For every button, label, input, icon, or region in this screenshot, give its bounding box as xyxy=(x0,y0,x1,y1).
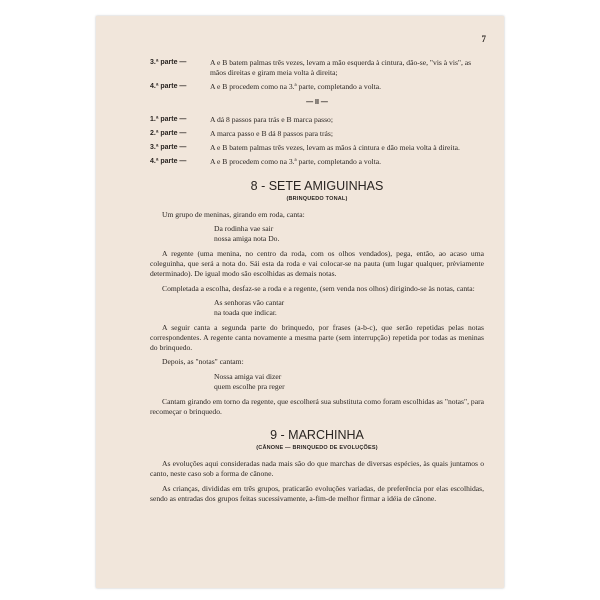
section9-paragraph: As crianças, divididas em três grupos, praticarão evoluções variadas, de preferência por elas escolhidas, sendo as entradas dos grupos feitas sucessivamente, a-fim-de melhor firmar a idéia de cânone. xyxy=(150,483,484,503)
step-label: 2.ª parte — xyxy=(150,130,187,138)
section8-title: 8 - SETE AMIGUINHAS xyxy=(250,178,384,193)
section8-paragraph: Depois, as "notas" cantam: xyxy=(162,357,244,367)
section9-subtitle: (CÂNONE — BRINQUEDO DE EVOLUÇÕES) xyxy=(256,445,378,452)
step-label: 4.ª parte — xyxy=(150,83,187,91)
step-item xyxy=(150,58,484,78)
section8-paragraph: Completada a escolha, desfaz-se a roda e a regente, (sem venda nos olhos) dirigindo-se às notas, canta: xyxy=(162,283,475,293)
step-label: 1.ª parte — xyxy=(150,115,187,123)
step-text: A marca passo e B dá 8 passos para trás; xyxy=(210,129,333,139)
step-text: A e B procedem como na 3.ª parte, completando a volta. xyxy=(210,82,381,92)
step-label: 3.ª parte — xyxy=(150,144,187,152)
step-text: A dá 8 passos para trás e B marca passo; xyxy=(210,114,333,124)
part1-steps xyxy=(150,58,484,93)
section9-title: 9 - MARCHINHA xyxy=(270,428,364,443)
verse-block xyxy=(214,372,484,392)
page-content xyxy=(150,58,484,508)
verse-line: As senhoras vão cantar xyxy=(214,297,285,307)
step-item xyxy=(150,157,484,167)
verse-line: na toada que indicar. xyxy=(214,307,277,317)
roman-heading: — II — xyxy=(306,98,328,106)
step-item xyxy=(150,82,484,92)
section8-paragraph: A regente (uma menina, no centro da roda, com os olhos vendados), pega, então, ao acaso uma coleguinha, que será a nota do. Sái esta da roda e vai colocar-se na pauta (um lugar qualquer, prèviamente determinado). De igual modo são escolhidas as demais notas. xyxy=(150,249,484,279)
section8-subtitle: (BRINQUEDO TONAL) xyxy=(286,195,348,202)
step-text: A e B procedem como na 3.ª parte, completando a volta. xyxy=(210,157,381,167)
verse-line: nossa amiga nota Do. xyxy=(214,234,280,244)
step-text: A e B batem palmas três vezes, levam a mão esquerda à cintura, dão-se, "vis à vis", as mãos direitas e giram meia volta à direita; xyxy=(210,58,472,78)
section8-paragraph: A seguir canta a segunda parte do brinquedo, por frases (a-b-c), que serão repetidas pelas notas correspondentes. A regente canta novamente a mesma parte (sem interrupção) repetida por todas as meninas do brinquedo. xyxy=(150,322,484,353)
section8-paragraph: Cantam girando em torno da regente, que escolherá sua substituta como foram escolhidas as "notas", para recomeçar o brinquedo. xyxy=(150,396,484,416)
verse-line: quem escolhe pra reger xyxy=(214,381,285,391)
step-item xyxy=(150,115,484,125)
step-item xyxy=(150,129,484,139)
part2-steps xyxy=(150,115,484,168)
section9-paragraph: As evoluções aqui consideradas nada mais são do que marchas de diversas espécies, às quais juntamos o canto, neste caso sob a forma de cânone. xyxy=(150,459,484,479)
verse-line: Nossa amiga vai dizer xyxy=(214,371,282,381)
step-label: 3.ª parte — xyxy=(150,59,187,66)
verse-block xyxy=(214,298,484,318)
page-number: 7 xyxy=(481,34,486,44)
section8-paragraph: Um grupo de meninas, girando em roda, canta: xyxy=(162,209,305,219)
step-label: 4.ª parte — xyxy=(150,158,187,166)
step-text: A e B batem palmas três vezes, levam as mãos à cintura e dão meia volta à direita. xyxy=(210,143,460,153)
verse-line: Da rodinha vae sair xyxy=(214,224,274,234)
step-item xyxy=(150,143,484,153)
verse-block xyxy=(214,224,484,244)
book-page xyxy=(96,16,504,588)
